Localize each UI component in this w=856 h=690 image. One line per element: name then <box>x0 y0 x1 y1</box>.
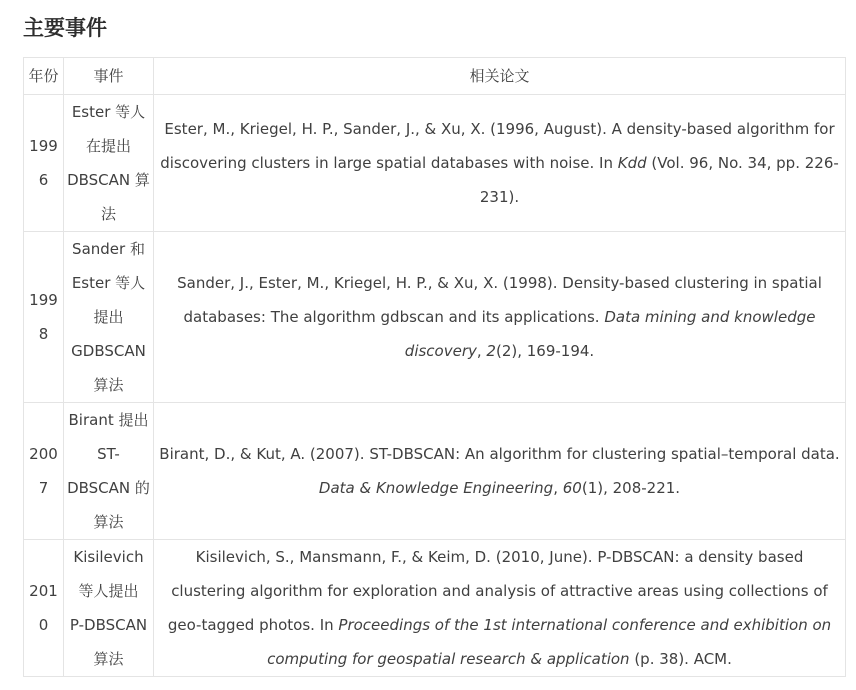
event-line: 算法 <box>93 650 124 668</box>
paper-cell <box>154 540 846 677</box>
event-cell <box>64 232 154 403</box>
event-line: DBSCAN 算 <box>67 171 150 189</box>
paper-citation-text: Kisilevich, S., Mansmann, F., & Keim, D. (2010, June). P-DBSCAN: a density based clustering algorithm for exploration and analysis of attractive areas using collections of geo-tagged photos. In <box>167 548 828 634</box>
event-line: P-DBSCAN <box>69 616 148 634</box>
event-line: 等人提出 <box>78 582 139 600</box>
paper-citation-text: (p. 38). ACM. <box>629 650 732 668</box>
event-line: ST- <box>97 445 120 463</box>
paper-citation-text: (Vol. 96, No. 34, pp. 226-231). <box>479 154 839 206</box>
event-line: Ester 等人 <box>71 103 146 121</box>
table-row <box>24 232 846 403</box>
table-header-row <box>24 58 846 95</box>
year-cell: 2007 <box>24 403 64 540</box>
paper-citation-text: (1), 208-221. <box>581 479 681 497</box>
paper-volume: 2 <box>486 342 496 360</box>
paper-volume: 60 <box>562 479 582 497</box>
event-line: 提出 <box>93 308 124 326</box>
event-line: Sander 和 <box>72 240 145 258</box>
event-line: GDBSCAN <box>71 342 146 360</box>
year-cell: 2010 <box>24 540 64 677</box>
table-row <box>24 95 846 232</box>
paper-venue: Data mining and knowledge discovery <box>404 308 816 360</box>
event-line: 法 <box>100 205 116 223</box>
event-line: 算法 <box>93 376 124 394</box>
header-year: 年份 <box>24 58 64 95</box>
event-line: Ester 等人 <box>71 274 146 292</box>
event-line: Birant 提出 <box>68 411 149 429</box>
events-table <box>23 57 846 677</box>
paper-citation-text: , <box>553 479 563 497</box>
paper-cell <box>154 95 846 232</box>
header-paper: 相关论文 <box>154 58 846 95</box>
paper-citation-text: (2), 169-194. <box>495 342 595 360</box>
year-cell: 1996 <box>24 95 64 232</box>
year-cell: 1998 <box>24 232 64 403</box>
paper-citation-text: , <box>476 342 487 360</box>
event-cell <box>64 403 154 540</box>
event-cell <box>64 95 154 232</box>
paper-venue: Proceedings of the 1st international conference and exhibition on computing for geospatial research & application <box>267 616 832 668</box>
table-row <box>24 540 846 677</box>
header-event: 事件 <box>64 58 154 95</box>
paper-citation-text: Birant, D., & Kut, A. (2007). ST-DBSCAN: An algorithm for clustering spatial–temporal data. <box>159 445 840 463</box>
table-row <box>24 403 846 540</box>
event-line: 在提出 <box>85 137 131 155</box>
paper-citation-text: Sander, J., Ester, M., Kriegel, H. P., & Xu, X. (1998). Density-based clustering in spatial databases: The algorithm gdbscan and its applications. <box>177 274 822 326</box>
event-line: DBSCAN 的 <box>67 479 150 497</box>
event-cell <box>64 540 154 677</box>
section-title: 主要事件 <box>23 16 107 40</box>
event-line: Kisilevich <box>73 548 144 566</box>
paper-cell <box>154 232 846 403</box>
paper-citation-text: Ester, M., Kriegel, H. P., Sander, J., & Xu, X. (1996, August). A density-based algorithm for discovering clusters in large spatial databases with noise. In <box>160 120 835 172</box>
event-line: 算法 <box>93 513 124 531</box>
paper-venue: Kdd <box>617 154 647 172</box>
paper-venue: Data & Knowledge Engineering <box>318 479 554 497</box>
paper-cell <box>154 403 846 540</box>
